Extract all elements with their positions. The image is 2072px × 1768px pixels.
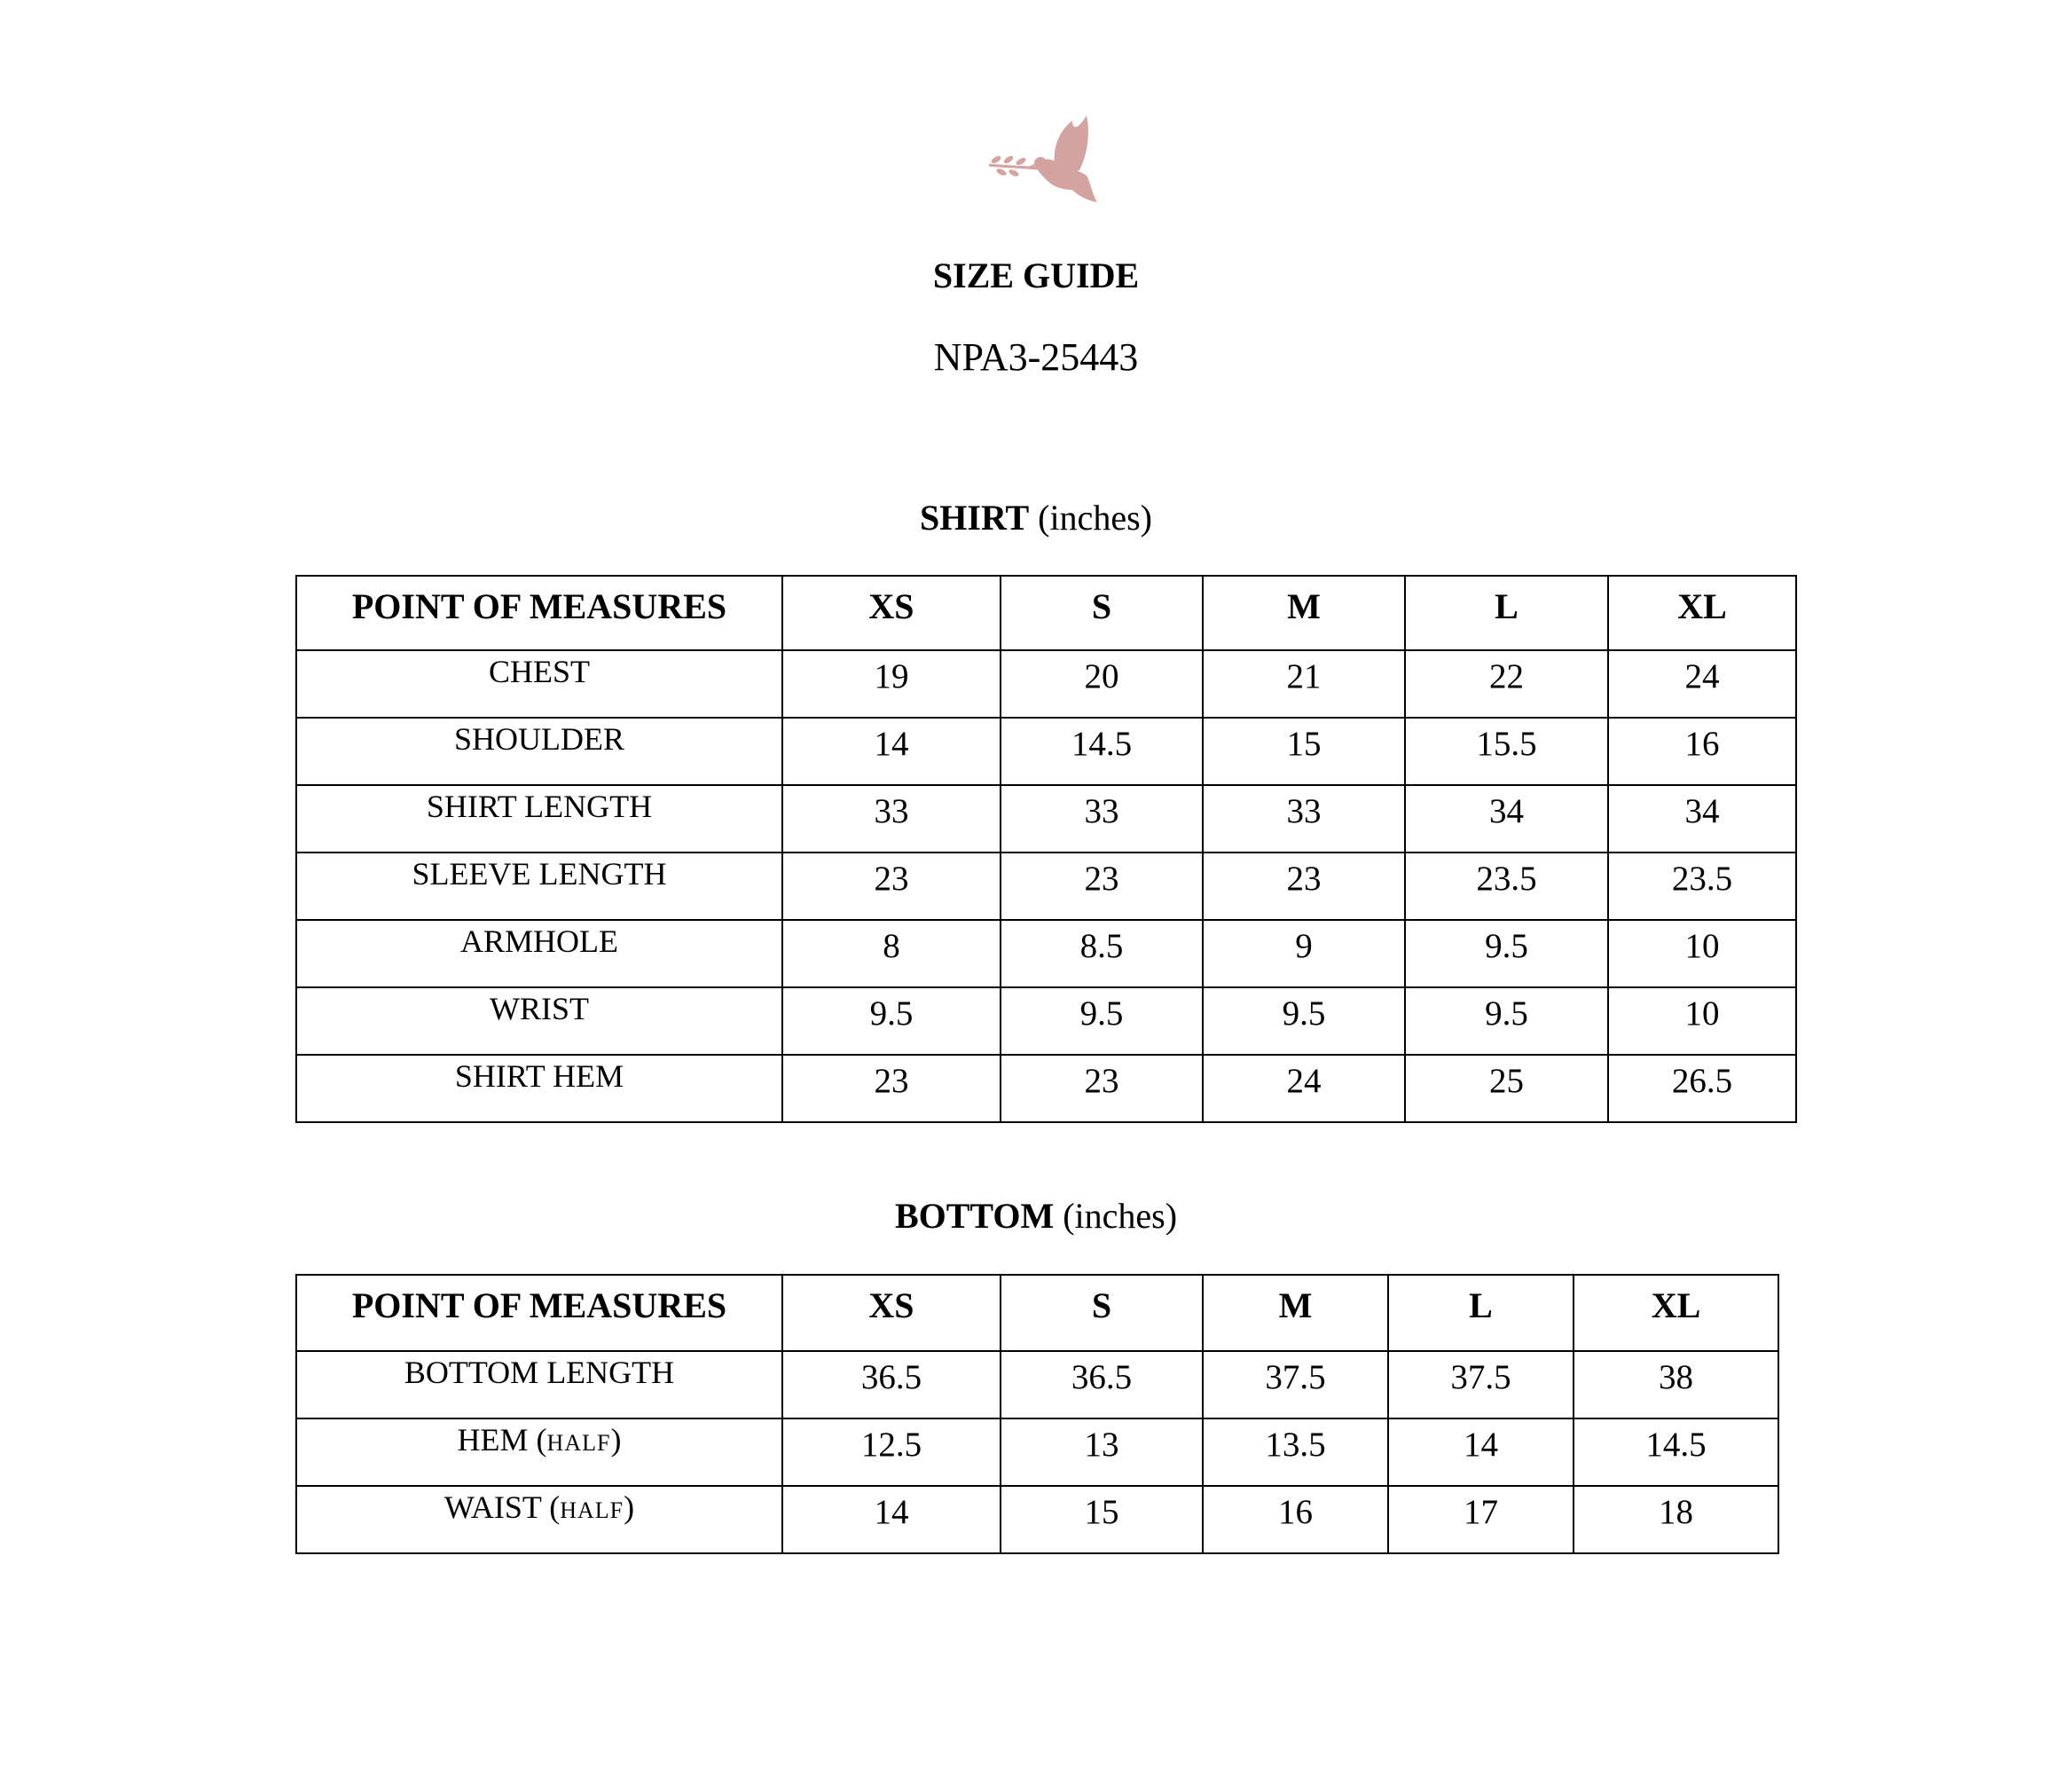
- column-header-m: M: [1203, 1275, 1388, 1351]
- measure-value: 34: [1608, 785, 1796, 853]
- measure-label: WAIST (HALF): [296, 1486, 782, 1553]
- measure-value: 14: [782, 718, 1001, 785]
- measure-value: 14: [1388, 1418, 1574, 1486]
- column-header-l: L: [1405, 576, 1608, 650]
- measure-value: 19: [782, 650, 1001, 718]
- measure-value: 21: [1203, 650, 1405, 718]
- measure-qualifier: HALF: [546, 1430, 611, 1456]
- measure-value: 17: [1388, 1486, 1574, 1553]
- measure-value: 8: [782, 920, 1001, 987]
- bottom-heading-label: BOTTOM: [894, 1196, 1055, 1236]
- measure-value: 38: [1574, 1351, 1778, 1418]
- product-code: NPA3-25443: [933, 335, 1139, 379]
- bottom-size-table: [295, 1274, 1779, 1554]
- table-row: [296, 1486, 1778, 1553]
- bottom-section-heading: [0, 1195, 2072, 1238]
- measure-value: 23: [1001, 1055, 1203, 1122]
- measure-value: 23.5: [1405, 853, 1608, 920]
- measure-value: 14: [782, 1486, 1001, 1553]
- measure-value: 24: [1203, 1055, 1405, 1122]
- measure-value: 9.5: [782, 987, 1001, 1055]
- column-header-xl: XL: [1574, 1275, 1778, 1351]
- measure-label: SHOULDER: [296, 718, 782, 785]
- table-row: [296, 718, 1796, 785]
- column-header-xs: XS: [782, 1275, 1001, 1351]
- measure-value: 14.5: [1001, 718, 1203, 785]
- table-row: [296, 853, 1796, 920]
- measure-value: 34: [1405, 785, 1608, 853]
- table-row: [296, 1418, 1778, 1486]
- measure-value: 25: [1405, 1055, 1608, 1122]
- measure-label: ARMHOLE: [296, 920, 782, 987]
- measure-value: 15: [1203, 718, 1405, 785]
- page-title: SIZE GUIDE: [932, 255, 1140, 295]
- measure-value: 13.5: [1203, 1418, 1388, 1486]
- measure-value: 16: [1203, 1486, 1388, 1553]
- measure-value: 9.5: [1001, 987, 1203, 1055]
- column-header-s: S: [1001, 576, 1203, 650]
- shirt-heading-unit: (inches): [1029, 498, 1152, 538]
- column-header-xl: XL: [1608, 576, 1796, 650]
- measure-label-text: HEM: [457, 1422, 529, 1458]
- measure-value: 36.5: [782, 1351, 1001, 1418]
- shirt-size-table: [295, 575, 1797, 1123]
- table-row: [296, 987, 1796, 1055]
- table-row: [296, 650, 1796, 718]
- table-row: [296, 920, 1796, 987]
- measure-value: 10: [1608, 987, 1796, 1055]
- measure-value: 26.5: [1608, 1055, 1796, 1122]
- column-header-xs: XS: [782, 576, 1001, 650]
- measure-label-text: WAIST: [443, 1489, 542, 1525]
- measure-value: 23: [782, 1055, 1001, 1122]
- column-header-point-of-measures: POINT OF MEASURES: [296, 1275, 782, 1351]
- measure-value: 23: [782, 853, 1001, 920]
- measure-value: 14.5: [1574, 1418, 1778, 1486]
- column-header-m: M: [1203, 576, 1405, 650]
- measure-label: [296, 1351, 782, 1418]
- measure-value: 9.5: [1405, 987, 1608, 1055]
- measure-value: 23.5: [1608, 853, 1796, 920]
- table-header-row: [296, 576, 1796, 650]
- measure-value: 33: [782, 785, 1001, 853]
- measure-value: 37.5: [1388, 1351, 1574, 1418]
- measure-label: SLEEVE LENGTH: [296, 853, 782, 920]
- measure-label: CHEST: [296, 650, 782, 718]
- table-row: [296, 1055, 1796, 1122]
- measure-value: 33: [1203, 785, 1405, 853]
- measure-label: SHIRT LENGTH: [296, 785, 782, 853]
- dove-with-olive-branch-icon: [987, 114, 1111, 211]
- measure-value: 15: [1001, 1486, 1203, 1553]
- measure-value: 20: [1001, 650, 1203, 718]
- measure-value: 36.5: [1001, 1351, 1203, 1418]
- column-header-s: S: [1001, 1275, 1203, 1351]
- measure-value: 9.5: [1405, 920, 1608, 987]
- measure-value: 15.5: [1405, 718, 1608, 785]
- shirt-section-heading: [0, 497, 2072, 539]
- table-header-row: [296, 1275, 1778, 1351]
- measure-value: 37.5: [1203, 1351, 1388, 1418]
- table-row: [296, 1351, 1778, 1418]
- measure-value: 22: [1405, 650, 1608, 718]
- measure-label: SHIRT HEM: [296, 1055, 782, 1122]
- measure-value: 13: [1001, 1418, 1203, 1486]
- measure-value: 18: [1574, 1486, 1778, 1553]
- measure-value: 33: [1001, 785, 1203, 853]
- measure-value: 12.5: [782, 1418, 1001, 1486]
- measure-label-text: BOTTOM LENGTH: [404, 1355, 675, 1390]
- column-header-point-of-measures: POINT OF MEASURES: [296, 576, 782, 650]
- measure-label: WRIST: [296, 987, 782, 1055]
- measure-value: 8.5: [1001, 920, 1203, 987]
- measure-value: 9: [1203, 920, 1405, 987]
- measure-value: 23: [1001, 853, 1203, 920]
- shirt-heading-label: SHIRT: [920, 498, 1030, 538]
- measure-value: 24: [1608, 650, 1796, 718]
- measure-label: HEM (HALF): [296, 1418, 782, 1486]
- table-row: [296, 785, 1796, 853]
- measure-value: 23: [1203, 853, 1405, 920]
- measure-qualifier: HALF: [560, 1497, 624, 1523]
- measure-value: 10: [1608, 920, 1796, 987]
- measure-value: 9.5: [1203, 987, 1405, 1055]
- column-header-l: L: [1388, 1275, 1574, 1351]
- bottom-heading-unit: (inches): [1054, 1196, 1178, 1236]
- measure-value: 16: [1608, 718, 1796, 785]
